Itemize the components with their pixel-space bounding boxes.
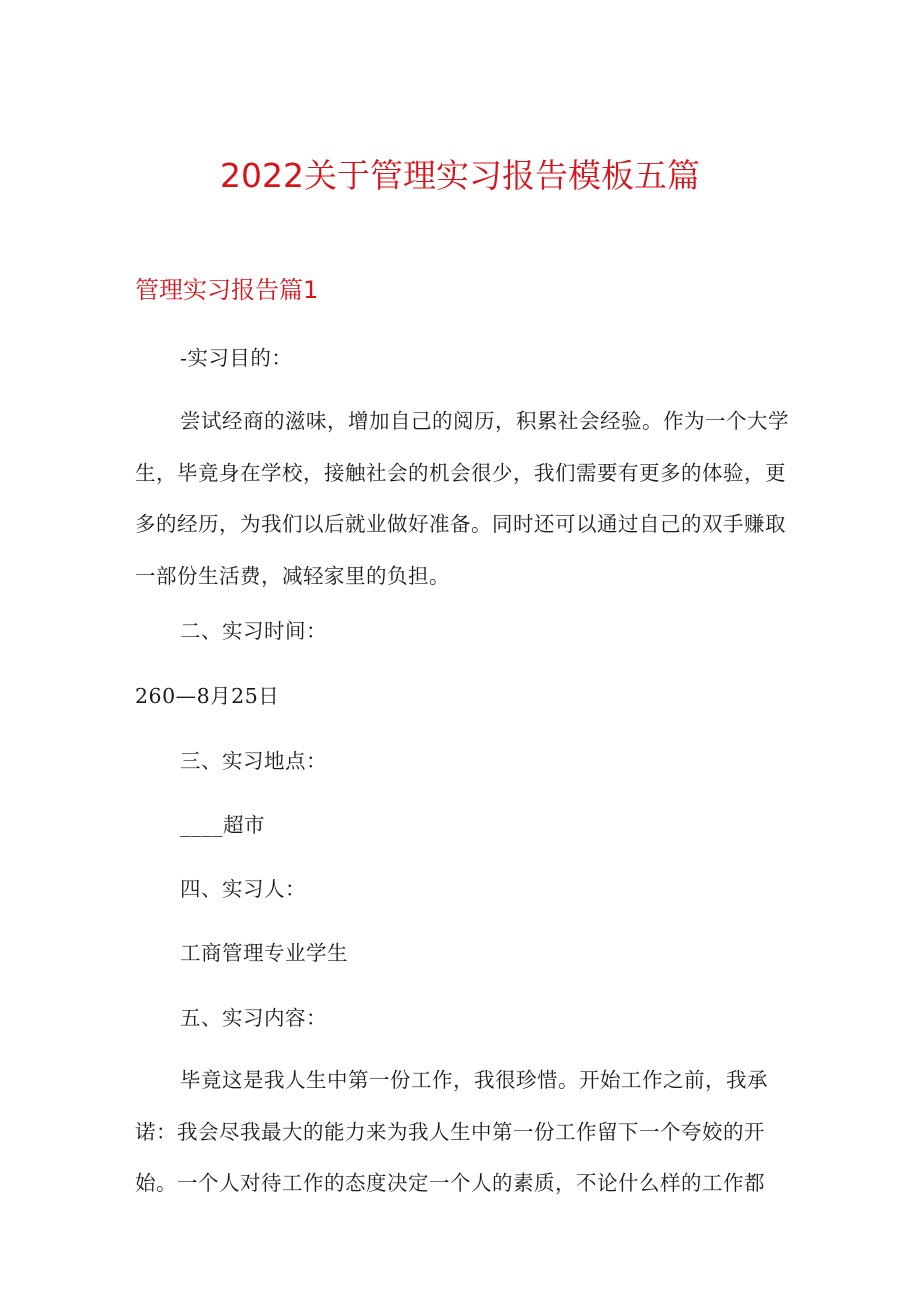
paragraph-person-heading: 四、实习人： bbox=[180, 877, 306, 901]
paragraph-content-heading: 五、实习内容： bbox=[180, 1006, 327, 1030]
paragraph-person-value: 工商管理专业学生 bbox=[180, 941, 348, 965]
paragraph-purpose-heading: -实习目的： bbox=[180, 346, 293, 370]
paragraph-purpose-body: 尝试经商的滋味，增加自己的阅历，积累社会经验。作为一个大学生，毕竟身在学校，接触社会的机会很少，我们需要有更多的体验，更多的经历，为我们以后就业做好准备。同时还可以通过自己的双手赚取一部份生活费，减轻家里的负担。 bbox=[135, 409, 789, 588]
paragraph-location-value: ____超市 bbox=[180, 813, 265, 837]
paragraph-content-body: 毕竟这是我人生中第一份工作，我很珍惜。开始工作之前，我承诺：我会尽我最大的能力来为我人生中第一份工作留下一个夸姣的开始。一个人对待工作的态度决定一个人的素质，不论什么样的工作都 bbox=[135, 1068, 768, 1195]
paragraph-time-value: 260—8月25日 bbox=[135, 684, 280, 708]
paragraph-location-heading: 三、实习地点： bbox=[180, 749, 327, 773]
page-title: 2022关于管理实习报告模板五篇 bbox=[220, 156, 700, 195]
section-heading: 管理实习报告篇1 bbox=[135, 276, 319, 304]
paragraph-time-heading: 二、实习时间： bbox=[180, 619, 327, 643]
